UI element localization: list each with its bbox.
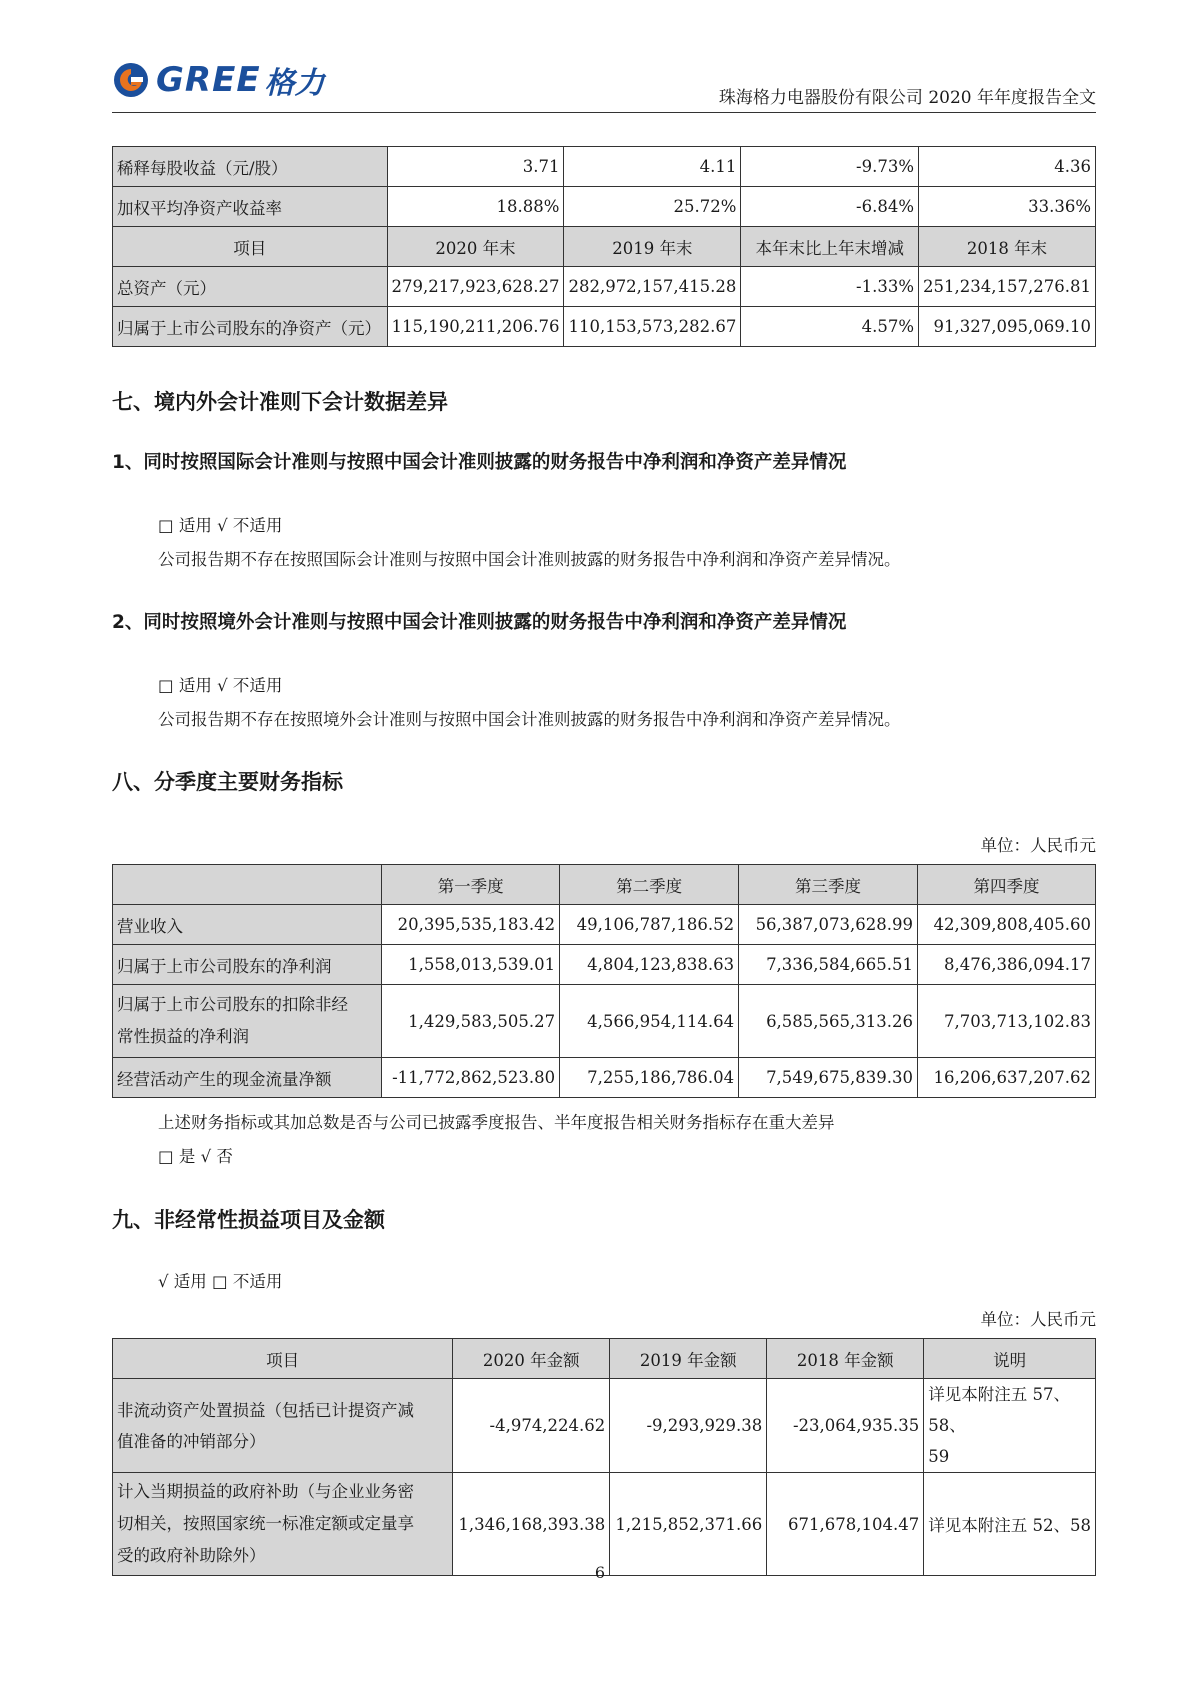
column-header: 说明 xyxy=(924,1339,1096,1379)
row-label: 总资产（元） xyxy=(113,267,388,307)
row-label xyxy=(113,1473,453,1576)
row-label-line: 值准备的冲销部分） xyxy=(117,1431,266,1451)
column-header: 2018 年末 xyxy=(919,227,1096,267)
cell-value: 110,153,573,282.67 xyxy=(564,307,741,347)
page-number: 6 xyxy=(594,1563,606,1582)
table-row xyxy=(113,905,1096,945)
note-line: 详见本附注五 57、58、 xyxy=(928,1385,1070,1435)
cell-value: -4,974,224.62 xyxy=(453,1379,610,1473)
cell-value: -6.84% xyxy=(741,187,919,227)
cell-value: 49,106,787,186.52 xyxy=(560,905,739,945)
table-row xyxy=(113,985,1096,1058)
cell-value: 16,206,637,207.62 xyxy=(918,1058,1096,1098)
note-line: 59 xyxy=(928,1447,950,1466)
table-row xyxy=(113,267,1096,307)
table-row xyxy=(113,1379,1096,1473)
non-recurring-items-table xyxy=(112,1338,1096,1576)
cell-value: 25.72% xyxy=(564,187,741,227)
cell-value: -23,064,935.35 xyxy=(767,1379,924,1473)
column-header: 2019 年末 xyxy=(564,227,741,267)
cell-value: 279,217,923,628.27 xyxy=(387,267,564,307)
cell-value: 251,234,157,276.81 xyxy=(919,267,1096,307)
row-label-line: 计入当期损益的政府补助（与企业业务密 xyxy=(117,1482,414,1501)
table-header-row xyxy=(113,1339,1096,1379)
column-header: 2020 年末 xyxy=(387,227,564,267)
table-header-row xyxy=(113,865,1096,905)
row-label: 营业收入 xyxy=(113,905,382,945)
cell-value: -1.33% xyxy=(741,267,919,307)
section8-answer: □ 是 √ 否 xyxy=(158,1147,233,1166)
cell-value: 56,387,073,628.99 xyxy=(739,905,918,945)
empty-header-cell xyxy=(113,865,382,905)
cell-value: 91,327,095,069.10 xyxy=(919,307,1096,347)
cell-value: 1,558,013,539.01 xyxy=(382,945,560,985)
table-row xyxy=(113,307,1096,347)
row-label xyxy=(113,985,382,1058)
section7-sub1-title: 1、同时按照国际会计准则与按照中国会计准则披露的财务报告中净利润和净资产差异情况 xyxy=(112,452,847,473)
section8-note: 上述财务指标或其加总数是否与公司已披露季度报告、半年度报告相关财务指标存在重大差异 xyxy=(158,1113,835,1132)
section9-unit: 单位：人民币元 xyxy=(980,1310,1096,1329)
cell-value: 1,215,852,371.66 xyxy=(610,1473,767,1576)
company-report-title: 珠海格力电器股份有限公司 2020 年年度报告全文 xyxy=(718,88,1096,108)
cell-value: 4.36 xyxy=(919,147,1096,187)
table-row xyxy=(113,945,1096,985)
cell-value: -9.73% xyxy=(741,147,919,187)
section8-title: 八、分季度主要财务指标 xyxy=(112,770,343,794)
column-header: 2020 年金额 xyxy=(453,1339,610,1379)
table-row xyxy=(113,147,1096,187)
cell-value: 115,190,211,206.76 xyxy=(387,307,564,347)
cell-value: 7,703,713,102.83 xyxy=(918,985,1096,1058)
column-header: 第四季度 xyxy=(918,865,1096,905)
row-label-line: 切相关，按照国家统一标准定额或定量享 xyxy=(117,1514,414,1533)
cell-value: 1,429,583,505.27 xyxy=(382,985,560,1058)
cell-value: 3.71 xyxy=(387,147,564,187)
section7-sub2-applicable: □ 适用 √ 不适用 xyxy=(158,676,283,695)
cell-value: 7,255,186,786.04 xyxy=(560,1058,739,1098)
column-header: 第二季度 xyxy=(560,865,739,905)
column-header: 2018 年金额 xyxy=(767,1339,924,1379)
row-label: 稀释每股收益（元/股） xyxy=(113,147,388,187)
row-label: 经营活动产生的现金流量净额 xyxy=(113,1058,382,1098)
cell-value: 1,346,168,393.38 xyxy=(453,1473,610,1576)
section7-sub1-text: 公司报告期不存在按照国际会计准则与按照中国会计准则披露的财务报告中净利润和净资产差异情况。 xyxy=(158,550,901,569)
cell-value: 671,678,104.47 xyxy=(767,1473,924,1576)
gree-logo-icon xyxy=(112,61,150,99)
row-label-line: 受的政府补助除外） xyxy=(117,1546,266,1565)
logo-text: GREE xyxy=(156,60,261,100)
row-label-line: 归属于上市公司股东的扣除非经 xyxy=(117,995,348,1014)
table-row xyxy=(113,1058,1096,1098)
column-header: 项目 xyxy=(113,1339,453,1379)
column-header: 项目 xyxy=(113,227,388,267)
row-label-line: 常性损益的净利润 xyxy=(117,1027,249,1046)
section9-title: 九、非经常性损益项目及金额 xyxy=(112,1208,385,1232)
cell-value: 4,566,954,114.64 xyxy=(560,985,739,1058)
cell-value: 18.88% xyxy=(387,187,564,227)
cell-value: -11,772,862,523.80 xyxy=(382,1058,560,1098)
table-row xyxy=(113,1473,1096,1576)
table-row xyxy=(113,187,1096,227)
cell-value: 7,549,675,839.30 xyxy=(739,1058,918,1098)
quarterly-indicators-table xyxy=(112,864,1096,1098)
cell-note xyxy=(924,1379,1096,1473)
cell-value: 20,395,535,183.42 xyxy=(382,905,560,945)
table-header-row xyxy=(113,227,1096,267)
cell-value: 7,336,584,665.51 xyxy=(739,945,918,985)
section7-sub2-text: 公司报告期不存在按照境外会计准则与按照中国会计准则披露的财务报告中净利润和净资产差异情况。 xyxy=(158,710,901,729)
cell-value: -9,293,929.38 xyxy=(610,1379,767,1473)
row-label: 归属于上市公司股东的净资产（元） xyxy=(113,307,388,347)
cell-value: 6,585,565,313.26 xyxy=(739,985,918,1058)
column-header: 本年末比上年末增减 xyxy=(741,227,919,267)
logo-cn: 格力 xyxy=(264,66,325,101)
cell-value: 8,476,386,094.17 xyxy=(918,945,1096,985)
cell-value: 282,972,157,415.28 xyxy=(564,267,741,307)
financial-summary-table xyxy=(112,146,1096,347)
cell-value: 4,804,123,838.63 xyxy=(560,945,739,985)
section7-title: 七、境内外会计准则下会计数据差异 xyxy=(112,390,448,414)
section8-unit: 单位：人民币元 xyxy=(980,836,1096,855)
gree-logo xyxy=(112,60,325,100)
cell-note: 详见本附注五 52、58 xyxy=(924,1473,1096,1576)
column-header: 第一季度 xyxy=(382,865,560,905)
row-label: 加权平均净资产收益率 xyxy=(113,187,388,227)
cell-value: 42,309,808,405.60 xyxy=(918,905,1096,945)
row-label-line: 非流动资产处置损益（包括已计提资产减 xyxy=(117,1400,414,1420)
cell-value: 4.11 xyxy=(564,147,741,187)
section7-sub2-title: 2、同时按照境外会计准则与按照中国会计准则披露的财务报告中净利润和净资产差异情况 xyxy=(112,612,847,633)
cell-value: 33.36% xyxy=(919,187,1096,227)
section7-sub1-applicable: □ 适用 √ 不适用 xyxy=(158,516,283,535)
section9-applicable: √ 适用 □ 不适用 xyxy=(158,1272,283,1291)
column-header: 2019 年金额 xyxy=(610,1339,767,1379)
page-header xyxy=(112,56,1096,113)
cell-value: 4.57% xyxy=(741,307,919,347)
row-label: 归属于上市公司股东的净利润 xyxy=(113,945,382,985)
row-label xyxy=(113,1379,453,1473)
column-header: 第三季度 xyxy=(739,865,918,905)
